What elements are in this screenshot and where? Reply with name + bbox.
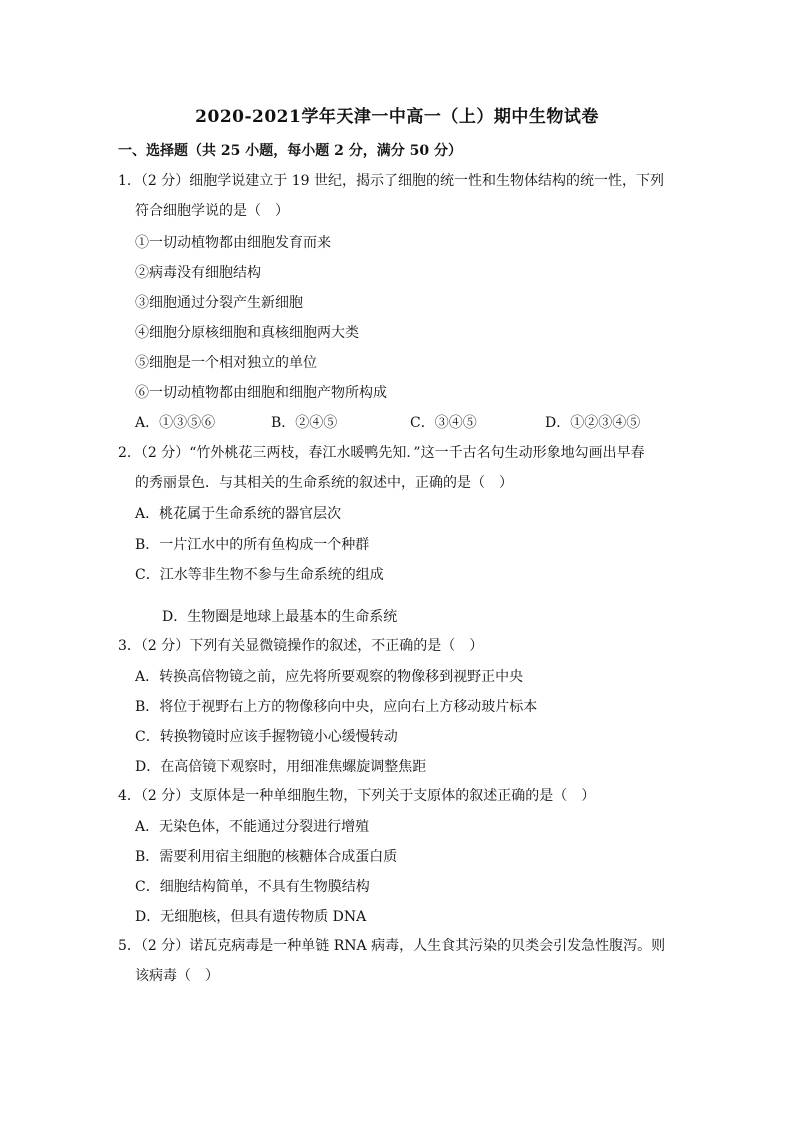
- q3-option-a: A．转换高倍物镜之前，应先将所要观察的物像移到视野正中央: [135, 669, 524, 685]
- q1-option-b: B．②④⑤: [271, 415, 338, 431]
- q4-option-d: D．无细胞核，但具有遗传物质 DNA: [135, 909, 367, 925]
- q1-option-a: A．①③⑤⑥: [135, 415, 216, 431]
- q1-stem-line2: 符合细胞学说的是（ ）: [135, 203, 289, 219]
- q5-stem-line1: 5．（2 分）诺瓦克病毒是一种单链 RNA 病毒，人生食其污染的贝类会引发急性腹泻。则: [118, 938, 666, 954]
- q4-option-a: A．无染色体，不能通过分裂进行增殖: [135, 819, 370, 835]
- q1-option-d: D．①②③④⑤: [545, 415, 641, 431]
- q3-option-b: B．将位于视野右上方的物像移向中央，应向右上方移动玻片标本: [135, 699, 538, 715]
- q4-stem-line1: 4．（2 分）支原体是一种单细胞生物，下列关于支原体的叙述正确的是（ ）: [118, 788, 596, 804]
- q1-item: ③细胞通过分裂产生新细胞: [135, 295, 303, 311]
- section-heading: 一、选择题（共 25 小题，每小题 2 分，满分 50 分）: [118, 143, 462, 159]
- q3-option-d: D．在高倍镜下观察时，用细准焦螺旋调整焦距: [135, 759, 427, 775]
- q1-item: ⑤细胞是一个相对独立的单位: [135, 355, 317, 371]
- q3-stem-line1: 3．（2 分）下列有关显微镜操作的叙述，不正确的是（ ）: [118, 638, 484, 654]
- q2-option-a: A．桃花属于生命系统的器官层次: [135, 506, 342, 522]
- q1-item: ⑥一切动植物都由细胞和细胞产物所构成: [135, 385, 387, 401]
- q2-option-c: C．江水等非生物不参与生命系统的组成: [135, 567, 384, 583]
- q1-stem-line1: 1．（2 分）细胞学说建立于 19 世纪，揭示了细胞的统一性和生物体结构的统一性，下列: [118, 173, 664, 189]
- q2-option-b: B．一片江水中的所有鱼构成一个种群: [135, 537, 370, 553]
- q5-stem-line2: 该病毒（ ）: [135, 968, 219, 984]
- exam-title: 2020-2021学年天津一中高一（上）期中生物试卷: [195, 107, 599, 127]
- q1-item: ②病毒没有细胞结构: [135, 265, 261, 281]
- q3-option-c: C．转换物镜时应该手握物镜小心缓慢转动: [135, 729, 398, 745]
- q4-option-b: B．需要利用宿主细胞的核糖体合成蛋白质: [135, 849, 398, 865]
- q1-option-c: C．③④⑤: [410, 415, 477, 431]
- q2-stem-line1: 2．（2 分）“竹外桃花三两枝，春江水暖鸭先知．”这一千古名句生动形象地勾画出早春: [118, 445, 645, 461]
- q4-option-c: C．细胞结构简单，不具有生物膜结构: [135, 879, 370, 895]
- q1-item: ①一切动植物都由细胞发育而来: [135, 235, 331, 251]
- q2-option-d: D．生物圈是地球上最基本的生命系统: [162, 609, 398, 625]
- q2-stem-line2: 的秀丽景色．与其相关的生命系统的叙述中，正确的是（ ）: [135, 475, 513, 491]
- q1-item: ④细胞分原核细胞和真核细胞两大类: [135, 325, 359, 341]
